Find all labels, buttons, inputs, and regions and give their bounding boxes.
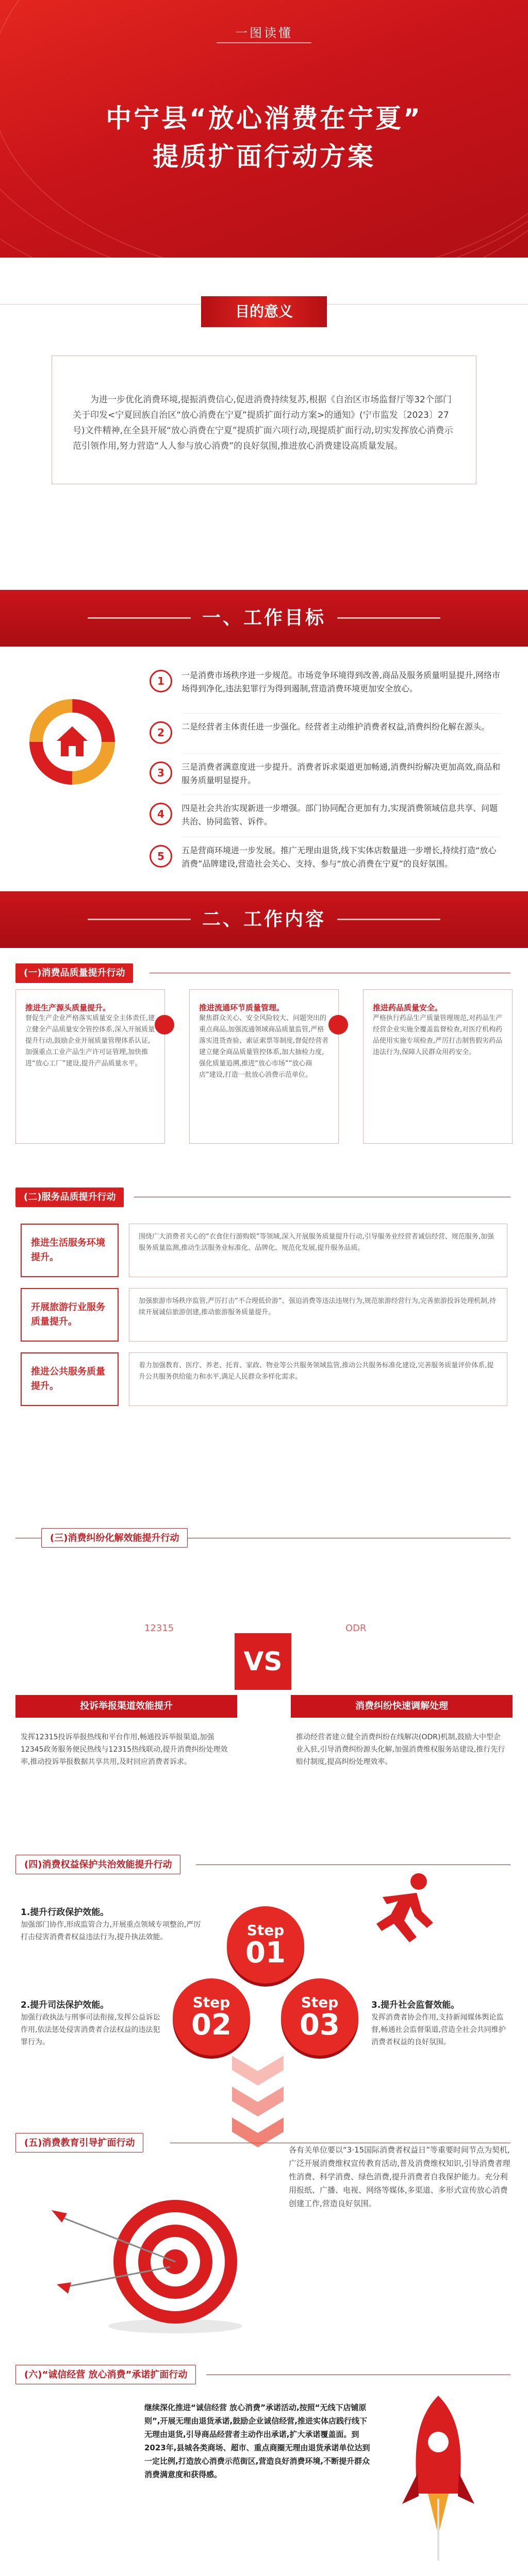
goal-divider: [182, 794, 501, 795]
page-title-line2: 提质扩面行动方案: [153, 142, 375, 172]
header-bar-right: [337, 919, 440, 920]
goal-text: 五是营商环境进一步发展。推广无理由退货,线下实体店数量进一步增长,持续打造“放心消费”品牌建设,营造社会关心、支持、参与“放心消费在宁夏”的良好氛围。: [182, 845, 497, 869]
goal-number: 3: [150, 761, 172, 784]
goal-text: 三是消费者满意度进一步提升。消费者诉求渠道更加畅通,消费纠纷解决更加高效,商品和服务质量明显提升。: [182, 762, 501, 785]
card-title: 推进流通环节质量管理。: [199, 1003, 285, 1012]
step-badge-3: [281, 1978, 358, 2056]
protection-item-2: [21, 1999, 165, 2048]
purpose-heading: 目的意义: [201, 296, 327, 327]
section-goals-title: 一、工作目标: [202, 607, 326, 629]
step-number: 03: [300, 2008, 340, 2042]
header-bar-left: [88, 617, 191, 619]
step-label: Step: [301, 1994, 339, 2011]
step-label: Step: [246, 1922, 285, 1939]
dispute-mediation-text: 推动经营者建立健全消费纠纷在线解决(ODR)机制,鼓励大中型企业入驻,引导消费纠纷源头化解,加强消费维权服务站建设,推行先行赔付制度,提高纠纷处理效率。: [296, 1733, 505, 1766]
card-title: 推进生产源头质量提升。: [25, 1003, 111, 1012]
hero-subtitle: 一图读懂: [235, 26, 293, 40]
section-content-title: 二、工作内容: [202, 909, 326, 930]
rocket-icon: [387, 2391, 490, 2566]
protection-item-title: 2.提升司法保护效能。: [21, 2000, 109, 2010]
service-row-label: 推进生活服务环境提升。: [21, 1224, 119, 1277]
subsection-tag: (一)消费品质量提升行动: [15, 963, 133, 983]
card-text: 严格执行药品生产质量管理规范,对药品生产经营企业实施全覆盖监督检查,对医疗机构药品使用实施专项检查,严厉打击制售假劣药品违法行为,保障人民群众用药安全。: [373, 1014, 503, 1056]
hero-divider: [217, 42, 311, 43]
step-badge-1: [227, 1906, 304, 1984]
card-drug-safety: [363, 989, 513, 1144]
card-title: 推进药品质量安全。: [373, 1003, 443, 1012]
odr-icon: ODR: [345, 1623, 367, 1634]
running-person-icon: [361, 1870, 443, 1947]
dispute-mediation-title: 消费纠纷快速调解处理: [291, 1695, 513, 1718]
goal-number: 4: [150, 803, 172, 825]
goal-divider: [182, 713, 501, 714]
goal-number: 1: [150, 670, 172, 692]
step-number: 01: [245, 1936, 286, 1970]
page-title-line1: 中宁县“放心消费在宁夏”: [106, 104, 422, 133]
service-row-text: 着力加强教育、医疗、养老、托育、家政、物业等公共服务领域监管,推动公共服务标准化建设,完善服务质量评价体系,提升公共服务供给能力和水平,满足人民群众多样化需求。: [129, 1352, 507, 1406]
section-content-header: [0, 891, 528, 948]
goal-number: 5: [150, 845, 172, 868]
goals-ring-icon: [21, 690, 124, 793]
vs-badge: VS: [235, 1633, 291, 1690]
goal-text: 四是社会共治实现新进一步增强。部门协同配合更加有力,实现消费领域信息共享、问题共治、协同监管、诉件。: [182, 803, 498, 826]
subsection-tag: (二)服务品质提升行动: [15, 1188, 124, 1207]
card-production-quality: [15, 989, 165, 1144]
goal-divider: [182, 753, 501, 754]
complaint-channel-text: 发挥12315投诉举报热线和平台作用,畅通投诉举报渠道,加强12345政务服务便民热线与12315热线联动,提升消费纠纷处理效率,推动投诉举报数据共享共用,及时回应消费者诉求。: [21, 1733, 228, 1766]
service-row-label: 推进公共服务质量提升。: [21, 1352, 119, 1406]
subsection-tag: (六)“诚信经营 放心消费”承诺扩面行动: [15, 2365, 196, 2384]
connector-dot: [328, 1015, 348, 1035]
section-goals-header: [0, 590, 528, 647]
card-text: 聚焦群众关心、安全风险较大、问题突出的重点商品,加强流通领域商品质量监管,严格落实进货查验、索证索票等制度,督促经营者建立健全商品质量管控体系,加大抽检力度,强化质量追溯,推进“放心市场”“放心商店”建设,打造一批放心消费示范单位。: [199, 1014, 329, 1079]
connector-dot: [155, 1015, 174, 1035]
protection-item-title: 3.提升社会监督效能。: [371, 2000, 460, 2010]
header-bar-left: [88, 919, 191, 920]
service-row-text: 围绕广大消费者关心的“衣食住行游购娱”等领域,深入开展服务质量提升行动,引导服务业经营者诚信经营、规范服务,加强服务质量监测,推动生活服务业标准化、品牌化、规范化发展,提升服务品质。: [129, 1224, 507, 1277]
protection-item-3: [371, 1999, 510, 2048]
subsection-tag: (三)消费纠纷化解效能提升行动: [41, 1528, 188, 1548]
service-row: [21, 1288, 507, 1342]
service-row-label: 开展旅游行业服务质量提升。: [21, 1288, 119, 1342]
hero-banner: [0, 0, 528, 258]
purpose-text: 为进一步优化消费环境,提振消费信心,促进消费持续复苏,根据《自治区市场监督厅等32个部门关于印发<宁夏回族自治区“放心消费在宁夏”提质扩面行动方案>的通知》(宁市监发〔2023〕27号)文件精神,在全县开展“放心消费在宁夏”提质扩面六项行动,现提质扩面行动,切实发挥放心消费示范引领作用,努力营造“人人参与放心消费”的良好氛围,推进放心消费建设高质量发展。: [52, 355, 476, 484]
card-circulation-quality: [189, 989, 339, 1144]
subsection-tag: (四)消费权益保护共治效能提升行动: [15, 1855, 180, 1874]
goal-number: 2: [150, 721, 172, 744]
protection-item-text: 加强部门协作,形成监管合力,开展重点领域专项整治,严厉打击侵害消费者权益违法行为,提升执法效能。: [21, 1921, 201, 1941]
step-badge-2: [173, 1978, 250, 2056]
goal-text: 二是经营者主体责任进一步强化。经营者主动维护消费者权益,消费纠纷化解在源头。: [182, 722, 490, 732]
header-bar-right: [337, 617, 440, 619]
goal-text: 一是消费市场秩序进一步规范。市场竞争环境得到改善,商品及服务质量明显提升,网络市场得到净化,违法犯罪行为得到遏制,营造消费环境更加安全放心。: [182, 670, 501, 693]
service-row-text: 加强旅游市场秩序监管,严厉打击“不合理低价游”、强迫消费等违法违规行为,规范旅游经营行为,完善旅游投诉处理机制,持续开展诚信旅游创建,推动旅游服务质量提升。: [129, 1288, 507, 1342]
protection-item-1: [21, 1906, 201, 1943]
complaint-channel-title: 投诉举报渠道效能提升: [15, 1695, 237, 1718]
chevron-arrows-icon: [227, 2056, 289, 2344]
subsection-tag: (五)消费教育引导扩面行动: [15, 2133, 143, 2153]
commitment-text: 继续深化推进“诚信经营 放心消费”承诺活动,按照“无线下店铺原则”,开展无理由退货承诺,鼓励企业诚信经营,推进实体店践行线下无理由退货,引导商品经营者主动作出承诺,扩大承诺覆盖面。到2023年,县城各类商场、超市、重点商圈无理由退货承诺单位达到一定比例,打造放心消费示范街区,营造良好消费环境,不断提升群众消费满意度和获得感。: [144, 2403, 370, 2479]
card-text: 督促生产企业严格落实质量安全主体责任,建立健全产品质量安全管控体系,深入开展质量提升行动,鼓励企业开展质量管理体系认证,加强重点工业产品生产许可证管理,加快推进“放心工厂”建设,提升产品质量水平。: [25, 1014, 155, 1067]
step-number: 02: [191, 2008, 232, 2042]
education-text: 各有关单位要以“3·15国际消费者权益日”等重要时间节点为契机,广泛开展消费维权宣传教育活动,普及消费维权知识,引导消费者理性消费、科学消费、绿色消费,提升消费者自我保护能力。充分利用报纸、广播、电视、网络等媒体,多渠道、多形式宣传放心消费创建工作,营造良好氛围。: [289, 2145, 510, 2208]
step-label: Step: [192, 1994, 230, 2011]
service-row: [21, 1352, 507, 1406]
protection-item-title: 1.提升行政保护效能。: [21, 1907, 109, 1918]
hotline-12315-icon: 12315: [144, 1623, 174, 1634]
service-row: [21, 1224, 507, 1277]
protection-item-text: 加强行政执法与刑事司法衔接,发挥公益诉讼作用,依法惩处侵害消费者合法权益的违法犯罪行为。: [21, 2013, 160, 2046]
protection-item-text: 发挥消费者协会作用,支持新闻媒体舆论监督,畅通社会监督渠道,营造全社会共同维护消费者权益的良好氛围。: [371, 2013, 506, 2046]
